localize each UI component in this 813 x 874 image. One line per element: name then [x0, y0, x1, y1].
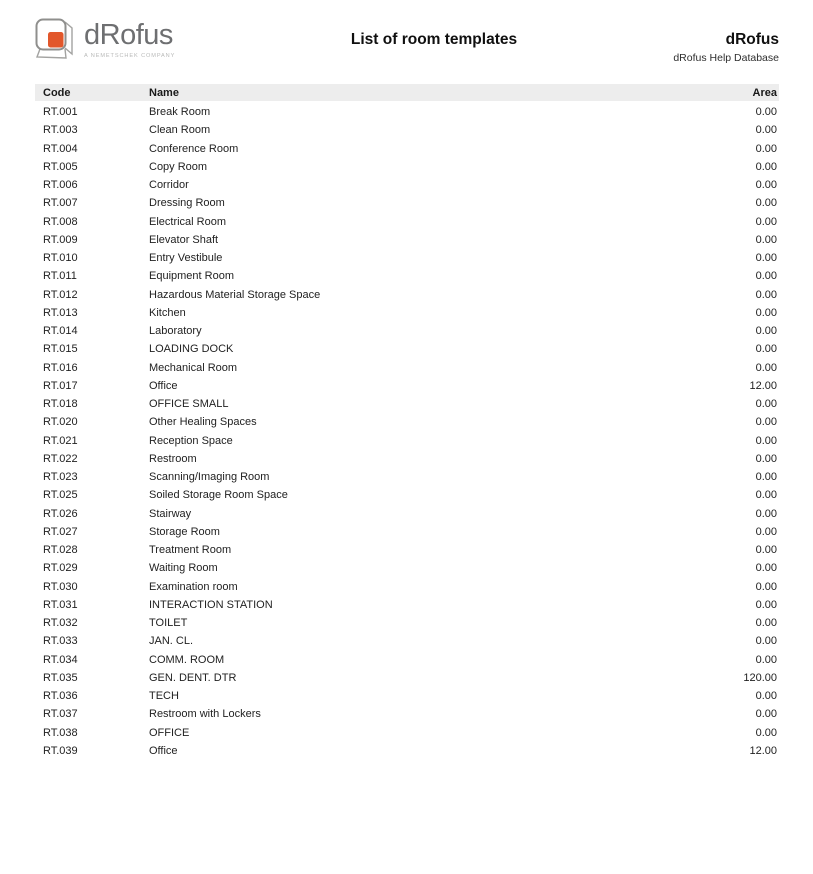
- row-name-cell: Dressing Room: [149, 197, 225, 210]
- drofus-logo: [33, 13, 175, 63]
- row-name-cell: JAN. CL.: [149, 635, 194, 648]
- table-row: [35, 578, 779, 596]
- row-area-cell: 0.00: [755, 288, 777, 301]
- row-area-cell: 0.00: [755, 160, 777, 173]
- row-area-cell: 0.00: [755, 398, 777, 411]
- row-code-cell: RT.033: [43, 635, 78, 648]
- table-row: [35, 669, 779, 687]
- table-row: [35, 614, 779, 632]
- row-area-cell: 0.00: [755, 179, 777, 192]
- row-name-cell: Waiting Room: [149, 562, 218, 575]
- row-name-cell: Mechanical Room: [149, 361, 238, 374]
- row-name-cell: OFFICE: [149, 726, 190, 739]
- table-row: [35, 632, 779, 650]
- row-name-cell: GEN. DENT. DTR: [149, 671, 237, 684]
- table-row: [35, 450, 779, 468]
- table-row: [35, 651, 779, 669]
- row-code-cell: RT.021: [43, 434, 78, 447]
- row-name-cell: Reception Space: [149, 434, 233, 447]
- row-area-cell: 0.00: [755, 544, 777, 557]
- row-area-cell: 0.00: [755, 306, 777, 319]
- row-area-cell: 0.00: [755, 361, 777, 374]
- table-row: [35, 468, 779, 486]
- row-code-cell: RT.032: [43, 617, 78, 630]
- row-area-cell: 0.00: [755, 452, 777, 465]
- table-row: [35, 596, 779, 614]
- report-header: [0, 0, 813, 80]
- row-code-cell: RT.025: [43, 489, 78, 502]
- row-code-cell: RT.020: [43, 416, 78, 429]
- row-code-cell: RT.029: [43, 562, 78, 575]
- row-name-cell: COMM. ROOM: [149, 653, 225, 666]
- row-area-cell: 0.00: [755, 471, 777, 484]
- table-row: [35, 486, 779, 504]
- drofus-logo-icon: [33, 13, 79, 63]
- table-row: [35, 559, 779, 577]
- row-area-cell: 12.00: [749, 744, 777, 757]
- row-name-cell: Scanning/Imaging Room: [149, 471, 270, 484]
- row-name-cell: Restroom with Lockers: [149, 708, 261, 721]
- column-header-name: Name: [149, 86, 179, 99]
- table-row: [35, 523, 779, 541]
- column-header-code: Code: [43, 86, 71, 99]
- row-code-cell: RT.039: [43, 744, 78, 757]
- row-area-cell: 0.00: [755, 708, 777, 721]
- row-area-cell: 0.00: [755, 416, 777, 429]
- row-name-cell: Kitchen: [149, 306, 186, 319]
- row-code-cell: RT.028: [43, 544, 78, 557]
- row-area-cell: 0.00: [755, 580, 777, 593]
- table-row: [35, 322, 779, 340]
- row-area-cell: 12.00: [749, 379, 777, 392]
- header-database-name: dRofus: [725, 31, 779, 48]
- table-row: [35, 505, 779, 523]
- row-name-cell: Equipment Room: [149, 270, 234, 283]
- row-area-cell: 0.00: [755, 252, 777, 265]
- row-name-cell: TECH: [149, 690, 179, 703]
- row-area-cell: 0.00: [755, 653, 777, 666]
- table-row: [35, 413, 779, 431]
- drofus-logo-tagline: A NEMETSCHEK COMPANY: [84, 53, 176, 59]
- row-area-cell: 0.00: [755, 142, 777, 155]
- row-area-cell: 0.00: [755, 507, 777, 520]
- row-area-cell: 0.00: [755, 343, 777, 356]
- row-code-cell: RT.010: [43, 252, 78, 265]
- table-row: [35, 377, 779, 395]
- table-row: [35, 103, 779, 121]
- row-code-cell: RT.031: [43, 598, 78, 611]
- row-name-cell: Clean Room: [149, 124, 211, 137]
- row-code-cell: RT.035: [43, 671, 78, 684]
- row-name-cell: Copy Room: [149, 160, 208, 173]
- row-code-cell: RT.006: [43, 179, 78, 192]
- table-row: [35, 213, 779, 231]
- row-name-cell: INTERACTION STATION: [149, 598, 273, 611]
- table-row: [35, 432, 779, 450]
- row-name-cell: Entry Vestibule: [149, 252, 223, 265]
- table-row: [35, 176, 779, 194]
- row-area-cell: 0.00: [755, 233, 777, 246]
- header-database-subtitle: dRofus Help Database: [673, 52, 779, 64]
- row-area-cell: 0.00: [755, 690, 777, 703]
- row-area-cell: 0.00: [755, 124, 777, 137]
- row-code-cell: RT.016: [43, 361, 78, 374]
- row-code-cell: RT.023: [43, 471, 78, 484]
- row-code-cell: RT.034: [43, 653, 78, 666]
- row-name-cell: Break Room: [149, 106, 211, 119]
- table-row: [35, 249, 779, 267]
- row-code-cell: RT.008: [43, 215, 78, 228]
- table-row: [35, 140, 779, 158]
- table-row: [35, 395, 779, 413]
- row-code-cell: RT.022: [43, 452, 78, 465]
- row-name-cell: Corridor: [149, 179, 189, 192]
- row-area-cell: 0.00: [755, 197, 777, 210]
- table-row: [35, 231, 779, 249]
- table-row: [35, 194, 779, 212]
- table-row: [35, 541, 779, 559]
- row-name-cell: Treatment Room: [149, 544, 232, 557]
- row-area-cell: 0.00: [755, 525, 777, 538]
- row-area-cell: 0.00: [755, 106, 777, 119]
- table-row: [35, 158, 779, 176]
- page-title: List of room templates: [350, 31, 518, 48]
- row-code-cell: RT.015: [43, 343, 78, 356]
- row-area-cell: 0.00: [755, 215, 777, 228]
- row-code-cell: RT.011: [43, 270, 77, 283]
- row-code-cell: RT.030: [43, 580, 78, 593]
- header-database-block: [673, 31, 779, 64]
- row-name-cell: LOADING DOCK: [149, 343, 234, 356]
- row-code-cell: RT.014: [43, 325, 78, 338]
- row-area-cell: 120.00: [743, 671, 777, 684]
- table-row: [35, 742, 779, 760]
- table-row: [35, 359, 779, 377]
- row-name-cell: OFFICE SMALL: [149, 398, 229, 411]
- row-area-cell: 0.00: [755, 635, 777, 648]
- row-code-cell: RT.012: [43, 288, 78, 301]
- row-name-cell: Other Healing Spaces: [149, 416, 257, 429]
- row-code-cell: RT.018: [43, 398, 78, 411]
- row-code-cell: RT.009: [43, 233, 78, 246]
- drofus-logo-textblock: [84, 21, 175, 59]
- row-area-cell: 0.00: [755, 617, 777, 630]
- row-name-cell: Examination room: [149, 580, 238, 593]
- row-area-cell: 0.00: [755, 489, 777, 502]
- table-header-row: [35, 84, 779, 101]
- table-body: [35, 103, 779, 760]
- row-name-cell: Conference Room: [149, 142, 239, 155]
- row-code-cell: RT.038: [43, 726, 78, 739]
- row-area-cell: 0.00: [755, 434, 777, 447]
- row-code-cell: RT.003: [43, 124, 78, 137]
- table-row: [35, 724, 779, 742]
- row-area-cell: 0.00: [755, 270, 777, 283]
- table-row: [35, 340, 779, 358]
- row-code-cell: RT.026: [43, 507, 78, 520]
- row-area-cell: 0.00: [755, 562, 777, 575]
- row-area-cell: 0.00: [755, 325, 777, 338]
- table-row: [35, 267, 779, 285]
- row-code-cell: RT.027: [43, 525, 78, 538]
- row-code-cell: RT.005: [43, 160, 78, 173]
- row-code-cell: RT.004: [43, 142, 78, 155]
- row-code-cell: RT.013: [43, 306, 78, 319]
- drofus-logo-text: dRofus: [84, 19, 173, 51]
- row-name-cell: Soiled Storage Room Space: [149, 489, 288, 502]
- row-name-cell: Stairway: [149, 507, 192, 520]
- room-templates-table: [35, 84, 779, 760]
- table-row: [35, 705, 779, 723]
- row-name-cell: Elevator Shaft: [149, 233, 219, 246]
- row-code-cell: RT.037: [43, 708, 78, 721]
- table-row: [35, 286, 779, 304]
- row-name-cell: Hazardous Material Storage Space: [149, 288, 321, 301]
- row-name-cell: Laboratory: [149, 325, 202, 338]
- row-area-cell: 0.00: [755, 726, 777, 739]
- column-header-area: Area: [752, 86, 777, 99]
- row-name-cell: Office: [149, 744, 178, 757]
- row-code-cell: RT.007: [43, 197, 78, 210]
- table-row: [35, 687, 779, 705]
- row-code-cell: RT.036: [43, 690, 78, 703]
- row-name-cell: Office: [149, 379, 178, 392]
- row-name-cell: TOILET: [149, 617, 188, 630]
- table-row: [35, 304, 779, 322]
- row-name-cell: Storage Room: [149, 525, 220, 538]
- row-code-cell: RT.017: [43, 379, 78, 392]
- row-name-cell: Restroom: [149, 452, 197, 465]
- table-row: [35, 121, 779, 139]
- row-area-cell: 0.00: [755, 598, 777, 611]
- row-name-cell: Electrical Room: [149, 215, 227, 228]
- row-code-cell: RT.001: [43, 106, 78, 119]
